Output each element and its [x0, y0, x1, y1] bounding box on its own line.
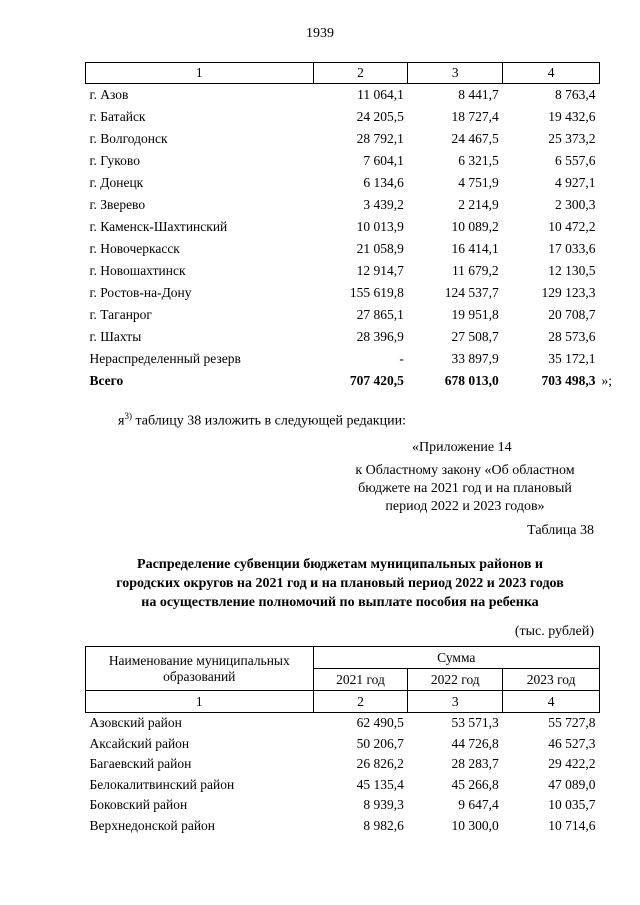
table-row — [86, 816, 600, 837]
title-line: на осуществление полномочий по выплате пособия на ребенка — [141, 595, 539, 610]
district-name: Белокалитвинский район — [89, 776, 235, 792]
value-col-3: 18 727,4 — [451, 109, 499, 124]
value-2022: 28 283,7 — [451, 756, 499, 772]
paragraph-text: таблицу 38 изложить в следующей редакции: — [131, 413, 406, 429]
table-label: Таблица 38 — [527, 523, 594, 538]
value-col-4: 28 573,6 — [548, 329, 596, 344]
table-row — [86, 150, 600, 172]
value-col-3: 124 537,7 — [444, 285, 499, 300]
value-2021: 8 939,3 — [363, 797, 404, 813]
table-row — [86, 348, 600, 370]
units-label: (тыс. рублей) — [514, 624, 594, 639]
title-line: Распределение субвенции бюджетам муниципальных районов и — [137, 557, 543, 572]
row-name: г. Азов — [89, 87, 129, 102]
value-2023: 47 089,0 — [548, 776, 596, 792]
col-number: 1 — [86, 691, 314, 713]
value-col-3: 11 679,2 — [451, 263, 499, 278]
value-2021: 45 135,4 — [356, 776, 404, 792]
row-name: г. Батайск — [89, 109, 146, 124]
subvention-table — [85, 646, 600, 836]
year-header: 2022 год — [408, 669, 503, 691]
value-col-2: 6 134,6 — [363, 175, 404, 190]
total-col-4: 703 498,3 »; — [541, 373, 613, 388]
row-name: г. Донецк — [89, 175, 144, 190]
value-col-3: 6 321,5 — [458, 153, 499, 168]
row-name: г. Новошахтинск — [89, 263, 186, 278]
district-name: Верхнедонской район — [89, 817, 216, 833]
value-col-4: 4 927,1 — [555, 175, 596, 190]
table-row — [86, 238, 600, 260]
value-2023: 55 727,8 — [548, 715, 596, 731]
header-col-3: 3 — [408, 63, 503, 84]
value-col-4: 20 708,7 — [548, 307, 596, 322]
value-col-4: 12 130,5 — [548, 263, 596, 278]
district-name: Аксайский район — [89, 735, 190, 751]
total-label: Всего — [89, 373, 124, 388]
header-col-4: 4 — [503, 63, 600, 84]
value-2022: 9 647,4 — [458, 797, 499, 813]
table-row — [86, 84, 600, 107]
value-2021: 50 206,7 — [356, 735, 404, 751]
appendix-line: к Областному закону «Об областном — [355, 463, 575, 478]
year-header: 2023 год — [503, 669, 600, 691]
value-2021: 26 826,2 — [356, 756, 404, 772]
table-row — [86, 754, 600, 775]
col-number: 2 — [313, 691, 408, 713]
table-row — [86, 106, 600, 128]
value-col-4: 17 033,6 — [548, 241, 596, 256]
value-2021: 62 490,5 — [356, 715, 404, 731]
value-col-3: 10 089,2 — [451, 219, 499, 234]
value-col-2: 28 792,1 — [356, 131, 404, 146]
row-name: г. Зверево — [89, 197, 146, 212]
table-row — [86, 128, 600, 150]
title-line: городских округов на 2021 год и на плановый период 2022 и 2023 годов — [116, 576, 564, 591]
value-col-2: 155 619,8 — [349, 285, 404, 300]
district-name: Боковский район — [89, 797, 188, 813]
total-row — [86, 370, 600, 392]
appendix-title: «Приложение 14 — [412, 440, 512, 455]
value-col-4: 35 172,1 — [548, 351, 596, 366]
row-name: г. Волгодонск — [89, 131, 168, 146]
district-name: Азовский район — [89, 715, 182, 731]
table-row — [86, 795, 600, 816]
name-header: Наименование муниципальных образований — [86, 647, 314, 691]
value-col-2: 3 439,2 — [363, 197, 404, 212]
page-number: 1939 — [306, 26, 334, 41]
value-col-4: 25 373,2 — [548, 131, 596, 146]
table-header-row — [86, 647, 600, 669]
value-col-2: 12 914,7 — [356, 263, 404, 278]
value-col-3: 19 951,8 — [451, 307, 499, 322]
value-2023: 10 714,6 — [548, 817, 596, 833]
value-2021: 8 982,6 — [363, 817, 404, 833]
row-name: г. Новочеркасск — [89, 241, 180, 256]
year-header: 2021 год — [313, 669, 408, 691]
value-2022: 10 300,0 — [451, 817, 499, 833]
sum-header: Сумма — [313, 647, 599, 669]
value-col-3: 33 897,9 — [451, 351, 499, 366]
value-2022: 44 726,8 — [451, 735, 499, 751]
value-col-3: 8 441,7 — [458, 87, 499, 102]
col-number: 4 — [503, 691, 600, 713]
value-2023: 10 035,7 — [548, 797, 596, 813]
table-row — [86, 713, 600, 734]
value-col-4: 10 472,2 — [548, 219, 596, 234]
paragraph-footnote: 3) — [124, 411, 132, 421]
row-name: г. Ростов-на-Дону — [89, 285, 192, 300]
appendix-lines — [330, 462, 600, 516]
value-col-4: 129 123,3 — [541, 285, 596, 300]
value-col-2: 24 205,5 — [356, 109, 404, 124]
row-name: г. Таганрог — [89, 307, 152, 322]
column-numbers-row — [86, 691, 600, 713]
value-2023: 46 527,3 — [548, 735, 596, 751]
table-row — [86, 304, 600, 326]
header-col-1: 1 — [86, 63, 314, 84]
value-col-2: 11 064,1 — [357, 87, 404, 102]
value-col-4: 2 300,3 — [555, 197, 596, 212]
value-col-3: 4 751,9 — [458, 175, 499, 190]
row-name: г. Гуково — [89, 153, 140, 168]
col-number: 3 — [408, 691, 503, 713]
district-name: Багаевский район — [89, 756, 192, 772]
value-2022: 45 266,8 — [451, 776, 499, 792]
value-col-2: 10 013,9 — [356, 219, 404, 234]
value-col-3: 16 414,1 — [451, 241, 499, 256]
value-col-4: 6 557,6 — [555, 153, 596, 168]
amendment-paragraph — [118, 411, 406, 430]
value-col-2: 7 604,1 — [363, 153, 404, 168]
value-col-2: 28 396,9 — [356, 329, 404, 344]
appendix-line: период 2022 и 2023 годов» — [385, 499, 545, 514]
value-col-2: 21 058,9 — [356, 241, 404, 256]
table-row — [86, 216, 600, 238]
table-row — [86, 282, 600, 304]
table-row — [86, 326, 600, 348]
appendix-line: бюджете на 2021 год и на плановый — [358, 481, 572, 496]
value-2022: 53 571,3 — [451, 715, 499, 731]
value-col-2: 27 865,1 — [356, 307, 404, 322]
paragraph-prefix: я — [118, 413, 125, 429]
table-row — [86, 734, 600, 755]
table-row — [86, 775, 600, 796]
table-row — [86, 194, 600, 216]
value-2023: 29 422,2 — [548, 756, 596, 772]
total-col-2: 707 420,5 — [349, 373, 404, 388]
row-name: г. Каменск-Шахтинский — [89, 219, 228, 234]
city-budget-table — [85, 62, 613, 392]
value-col-2: - — [399, 351, 404, 366]
value-col-3: 2 214,9 — [458, 197, 499, 212]
value-col-3: 24 467,5 — [451, 131, 499, 146]
table-header-row — [86, 63, 600, 84]
value-col-4: 8 763,4 — [555, 87, 596, 102]
row-name: г. Шахты — [89, 329, 142, 344]
value-col-3: 27 508,7 — [451, 329, 499, 344]
total-col-3: 678 013,0 — [444, 373, 499, 388]
row-name: Нераспределенный резерв — [89, 351, 241, 366]
closing-quote: »; — [601, 373, 613, 388]
table-title — [70, 555, 610, 612]
header-col-2: 2 — [313, 63, 408, 84]
table-row — [86, 172, 600, 194]
table-row — [86, 260, 600, 282]
value-col-4: 19 432,6 — [548, 109, 596, 124]
